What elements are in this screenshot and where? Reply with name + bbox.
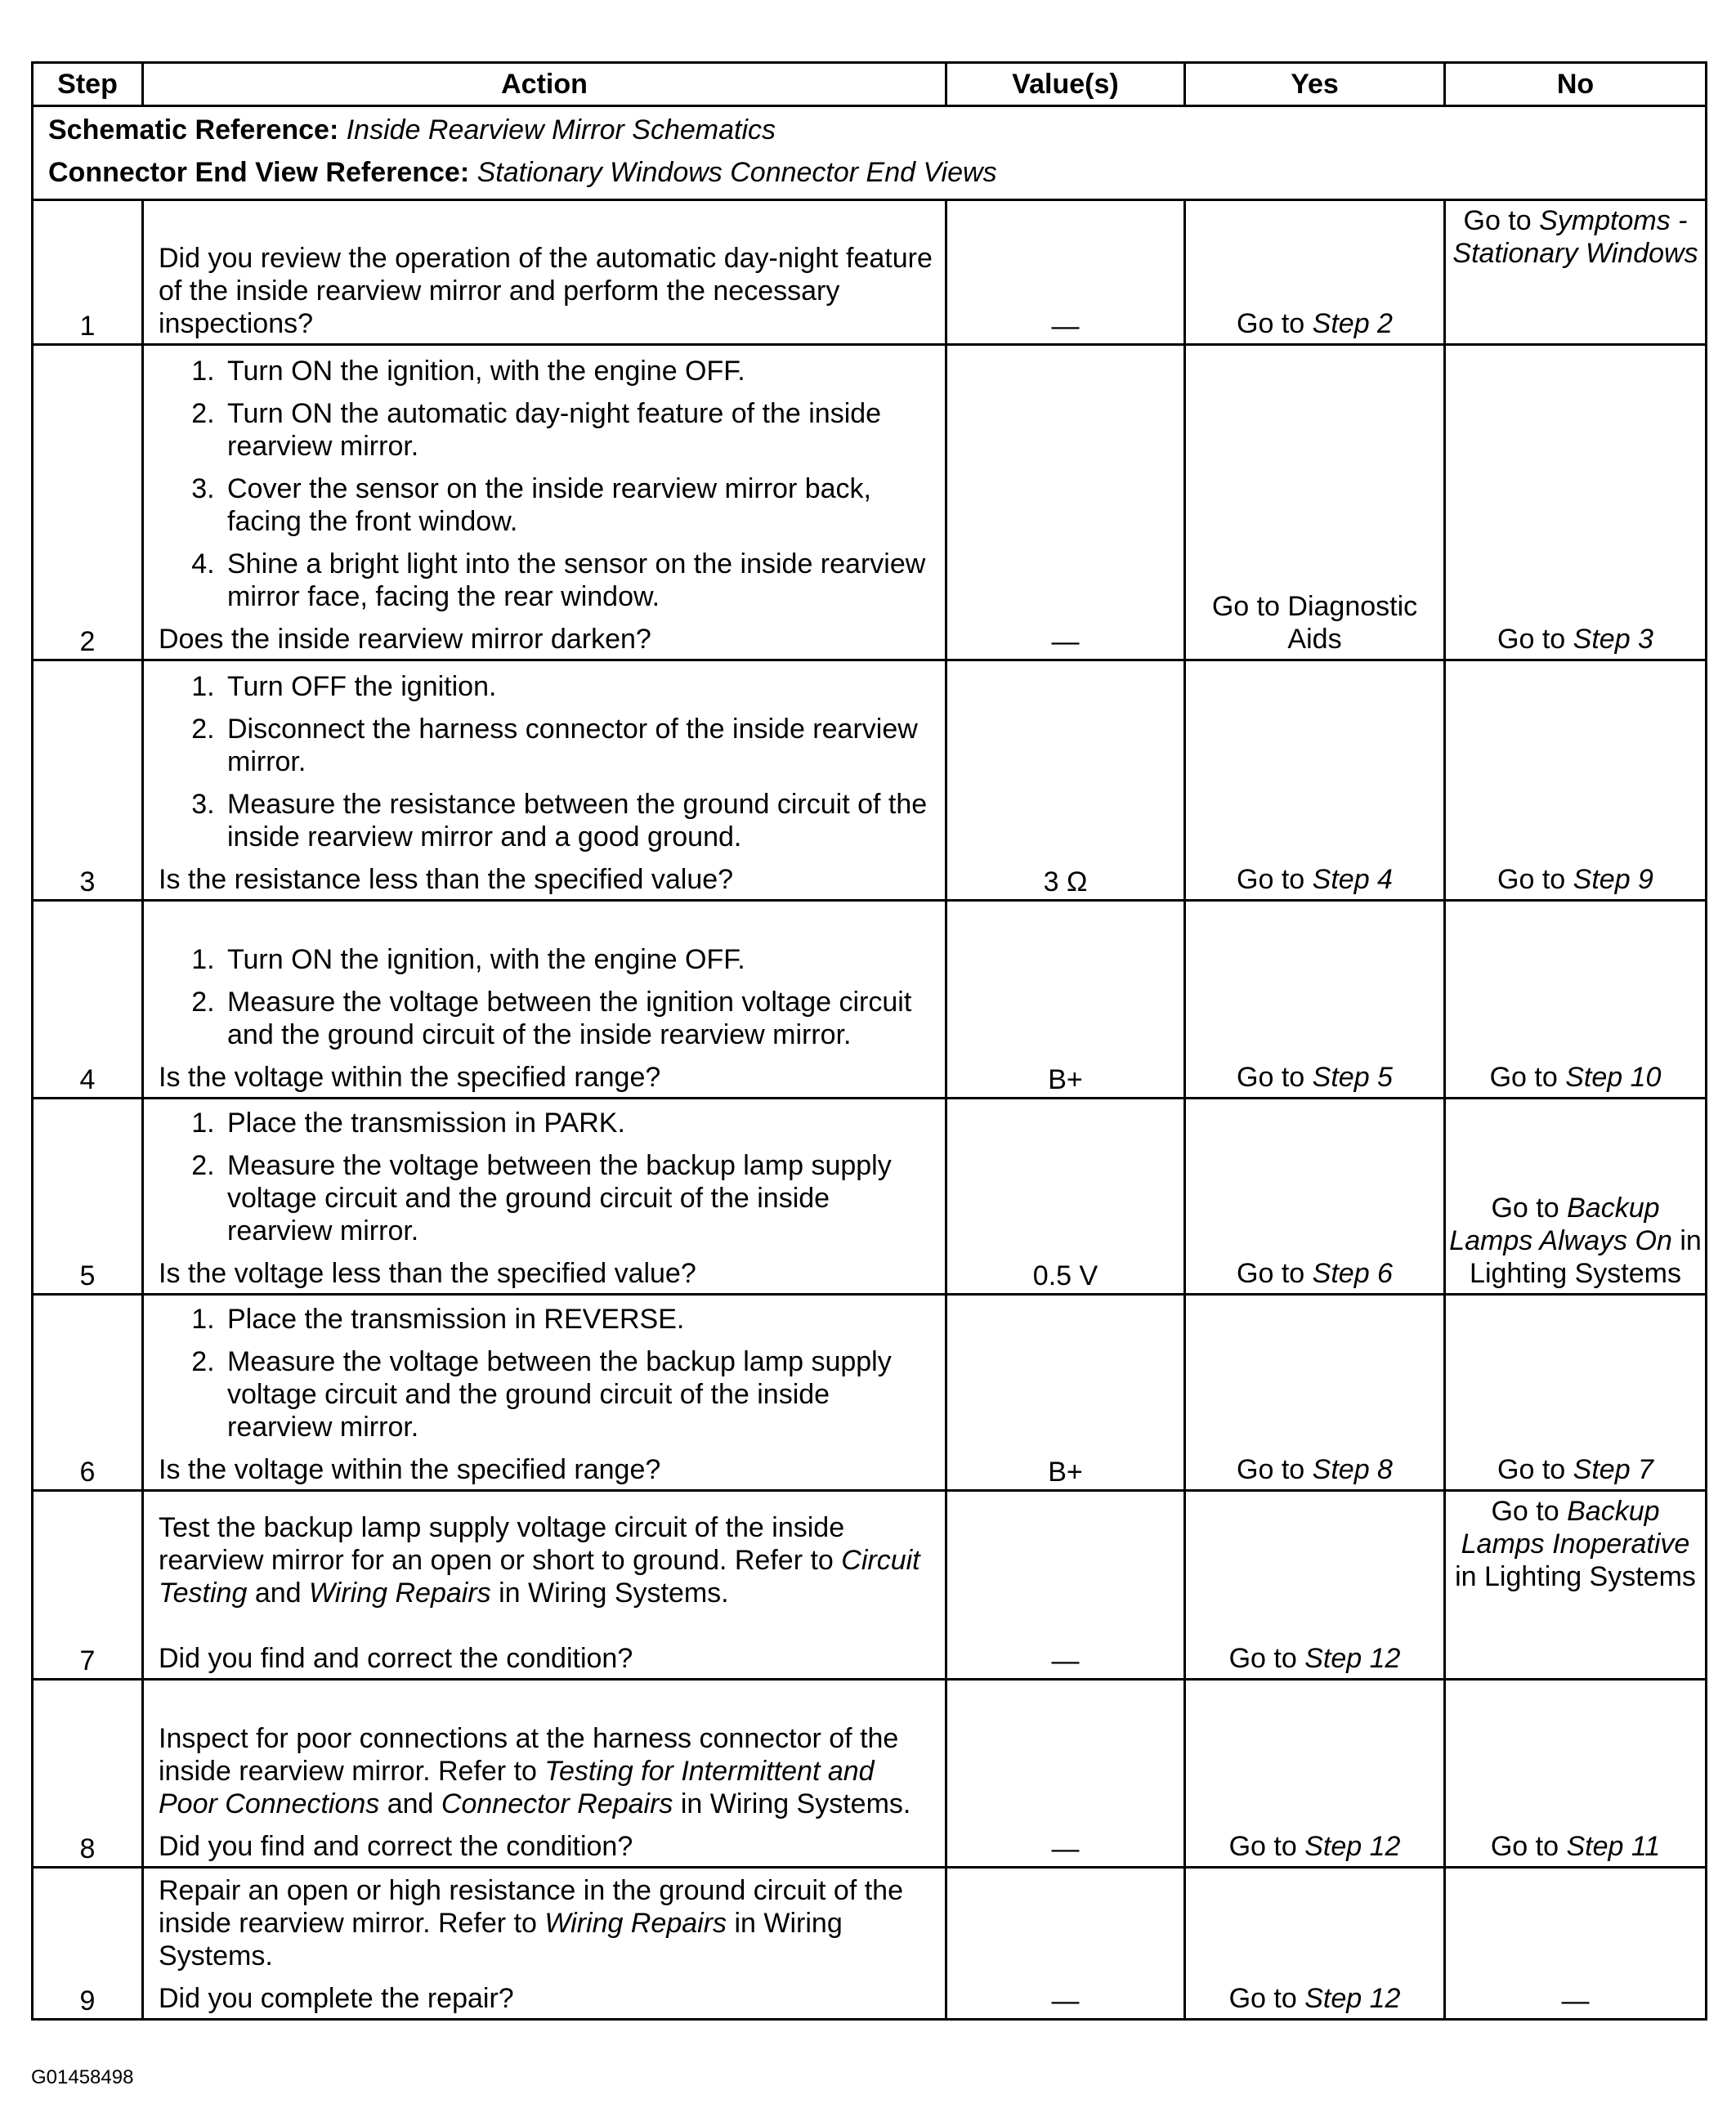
action-step: 2. Measure the voltage between the backup lamp supply voltage circuit and the ground circuit of the inside rearview mirror. (222, 1345, 935, 1443)
yes-step-link: Step 4 (1312, 864, 1393, 895)
yes-step-link: Step 6 (1312, 1258, 1393, 1289)
yes-step-link: Step 12 (1304, 1643, 1401, 1674)
action-step: 2. Measure the voltage between the ignition voltage circuit and the ground circuit of the inside rearview mirror. (222, 986, 935, 1051)
yes-step-link: Step 5 (1312, 1062, 1393, 1093)
table-row (33, 1295, 1707, 1491)
go-to-text: Go to (1237, 864, 1305, 895)
schematic-reference (48, 109, 1690, 151)
no-step-link: Step 10 (1565, 1062, 1662, 1093)
step-number: 8 (33, 1680, 143, 1868)
action-step: 1. Place the transmission in PARK. (222, 1107, 935, 1139)
action-steps (159, 943, 935, 1051)
go-to-text: Go to (1228, 1983, 1297, 2014)
action-step: 1. Turn ON the ignition, with the engine OFF. (222, 943, 935, 976)
step-number: 6 (33, 1295, 143, 1491)
step-number: 2 (33, 345, 143, 660)
reference-link: Testing for Intermittent and Poor Connections (159, 1756, 875, 1819)
no-system: Lighting Systems (1470, 1258, 1681, 1289)
no-cell (1445, 1099, 1707, 1295)
yes-step-link: Step 8 (1312, 1454, 1393, 1485)
yes-cell (1185, 660, 1445, 901)
reference-row (33, 106, 1707, 200)
action-step: 2. Turn ON the automatic day-night feature of the inside rearview mirror. (222, 397, 935, 463)
no-link: Backup Lamps Always On (1449, 1193, 1672, 1256)
action-question: Did you find and correct the condition? (159, 1831, 633, 1862)
value-cell: B+ (946, 901, 1185, 1099)
table-row (33, 200, 1707, 345)
action-step: 2. Disconnect the harness connector of the inside rearview mirror. (222, 713, 935, 778)
schematic-reference-label: Schematic Reference: (48, 114, 339, 145)
yes-cell (1185, 200, 1445, 345)
yes-step-link: Step 2 (1312, 308, 1393, 339)
table-row (33, 1868, 1707, 2020)
yes-text: Go to Diagnostic Aids (1211, 591, 1418, 655)
yes-step-link: Step 12 (1304, 1983, 1401, 2014)
action-question: Is the voltage within the specified range? (159, 1062, 661, 1093)
action-steps (159, 670, 935, 853)
go-to-text: Go to (1237, 1258, 1305, 1289)
value-cell: 3 Ω (946, 660, 1185, 901)
value-cell: — (946, 1491, 1185, 1680)
no-step-link: Step 7 (1573, 1454, 1653, 1485)
step-number: 1 (33, 200, 143, 345)
action-text-b: in Wiring Systems. (159, 1908, 843, 1971)
schematic-reference-link: Inside Rearview Mirror Schematics (346, 114, 776, 145)
no-step-link: Step 11 (1566, 1831, 1661, 1862)
step-number: 7 (33, 1491, 143, 1680)
no-link: Symptoms - Stationary Windows (1452, 205, 1698, 269)
go-to-text: Go to (1491, 1496, 1559, 1527)
go-to-text: Go to (1497, 864, 1566, 895)
header-yes: Yes (1185, 63, 1445, 106)
action-cell (143, 1295, 946, 1491)
go-to-text: Go to (1463, 205, 1532, 236)
no-cell (1445, 1491, 1707, 1680)
action-question: Did you complete the repair? (159, 1983, 514, 2014)
action-text-a: Test the backup lamp supply voltage circuit of the inside rearview mirror for an open or short to ground. Refer to (159, 1512, 845, 1576)
no-cell (1445, 345, 1707, 660)
value-cell: 0.5 V (946, 1099, 1185, 1295)
step-number: 5 (33, 1099, 143, 1295)
conjunction: and (254, 1578, 302, 1609)
go-to-text: Go to (1237, 1062, 1305, 1093)
no-step-link: Step 9 (1573, 864, 1653, 895)
action-step: 1. Turn ON the ignition, with the engine OFF. (222, 355, 935, 387)
no-cell (1445, 200, 1707, 345)
yes-cell (1185, 1295, 1445, 1491)
yes-cell (1185, 1868, 1445, 2020)
reference-link: Circuit Testing (159, 1545, 920, 1609)
reference-cell (33, 106, 1707, 200)
step-number: 3 (33, 660, 143, 901)
connector-reference (48, 151, 1690, 194)
action-cell (143, 200, 946, 345)
reference-link: Wiring Repairs (544, 1908, 727, 1939)
action-text-b: in Wiring Systems. (499, 1578, 729, 1609)
action-step: 3. Cover the sensor on the inside rearview mirror back, facing the front window. (222, 472, 935, 538)
action-text-a: Inspect for poor connections at the harness connector of the inside rearview mirror. Refer to (159, 1723, 899, 1787)
go-to-text: Go to (1489, 1062, 1558, 1093)
action-text (159, 1874, 935, 1972)
step-number: 4 (33, 901, 143, 1099)
no-system: Lighting Systems (1484, 1561, 1696, 1592)
connector-reference-label: Connector End View Reference: (48, 157, 470, 188)
yes-cell (1185, 901, 1445, 1099)
table-row (33, 345, 1707, 660)
no-cell (1445, 660, 1707, 901)
value-cell: — (946, 200, 1185, 345)
table-row (33, 1099, 1707, 1295)
action-text: Did you review the operation of the automatic day-night feature of the inside rearview mirror and perform the necessary inspections? (159, 243, 933, 339)
action-text-a: Repair an open or high resistance in the ground circuit of the inside rearview mirror. Refer to (159, 1875, 903, 1939)
no-cell: — (1445, 1868, 1707, 2020)
header-values: Value(s) (946, 63, 1185, 106)
yes-cell (1185, 1099, 1445, 1295)
go-to-text: Go to (1237, 308, 1305, 339)
diagnostic-table (31, 61, 1707, 2021)
action-question: Is the resistance less than the specified value? (159, 864, 734, 895)
yes-cell (1185, 345, 1445, 660)
no-link: Backup Lamps Inoperative (1461, 1496, 1690, 1560)
conjunction: and (387, 1788, 434, 1819)
header-action: Action (143, 63, 946, 106)
yes-cell (1185, 1491, 1445, 1680)
go-to-text: Go to (1490, 1831, 1559, 1862)
value-cell: — (946, 345, 1185, 660)
no-cell (1445, 901, 1707, 1099)
action-cell (143, 660, 946, 901)
go-to-text: Go to (1491, 1193, 1559, 1224)
action-step: 4. Shine a bright light into the sensor on the inside rearview mirror face, facing the rear window. (222, 548, 935, 613)
reference-link: Wiring Repairs (309, 1578, 491, 1609)
action-step: 3. Measure the resistance between the ground circuit of the inside rearview mirror and a good ground. (222, 788, 935, 853)
action-steps (159, 1303, 935, 1443)
table-row (33, 901, 1707, 1099)
no-step-link: Step 3 (1573, 624, 1653, 655)
action-text (159, 1511, 935, 1609)
value-cell: — (946, 1680, 1185, 1868)
action-question: Did you find and correct the condition? (159, 1643, 633, 1674)
value-cell: B+ (946, 1295, 1185, 1491)
action-cell (143, 1680, 946, 1868)
reference-link: Connector Repairs (441, 1788, 673, 1819)
yes-step-link: Step 12 (1304, 1831, 1401, 1862)
no-cell (1445, 1680, 1707, 1868)
action-steps (159, 1107, 935, 1247)
action-step: 1. Turn OFF the ignition. (222, 670, 935, 703)
action-cell (143, 1099, 946, 1295)
go-to-text: Go to (1497, 1454, 1566, 1485)
figure-id: G01458498 (31, 2066, 134, 2088)
go-to-text: Go to (1228, 1831, 1297, 1862)
table-row (33, 660, 1707, 901)
table-row (33, 1680, 1707, 1868)
action-text-b: in Wiring Systems. (680, 1788, 911, 1819)
table-row (33, 1491, 1707, 1680)
action-cell (143, 901, 946, 1099)
go-to-text: Go to (1228, 1643, 1297, 1674)
action-cell (143, 1491, 946, 1680)
action-step: 2. Measure the voltage between the backup lamp supply voltage circuit and the ground circuit of the inside rearview mirror. (222, 1149, 935, 1247)
action-question: Is the voltage within the specified range? (159, 1454, 661, 1485)
action-cell (143, 1868, 946, 2020)
connector-reference-link: Stationary Windows Connector End Views (477, 157, 997, 188)
yes-cell (1185, 1680, 1445, 1868)
no-cell (1445, 1295, 1707, 1491)
no-suffix: in (1680, 1225, 1702, 1256)
value-cell: — (946, 1868, 1185, 2020)
no-suffix: in (1455, 1561, 1477, 1592)
action-step: 1. Place the transmission in REVERSE. (222, 1303, 935, 1336)
step-number: 9 (33, 1868, 143, 2020)
header-row (33, 63, 1707, 106)
action-steps (159, 355, 935, 613)
action-question: Is the voltage less than the specified value? (159, 1258, 696, 1289)
action-text (159, 1722, 935, 1820)
header-step: Step (33, 63, 143, 106)
go-to-text: Go to (1237, 1454, 1305, 1485)
action-cell (143, 345, 946, 660)
action-question: Does the inside rearview mirror darken? (159, 624, 651, 655)
header-no: No (1445, 63, 1707, 106)
go-to-text: Go to (1497, 624, 1566, 655)
